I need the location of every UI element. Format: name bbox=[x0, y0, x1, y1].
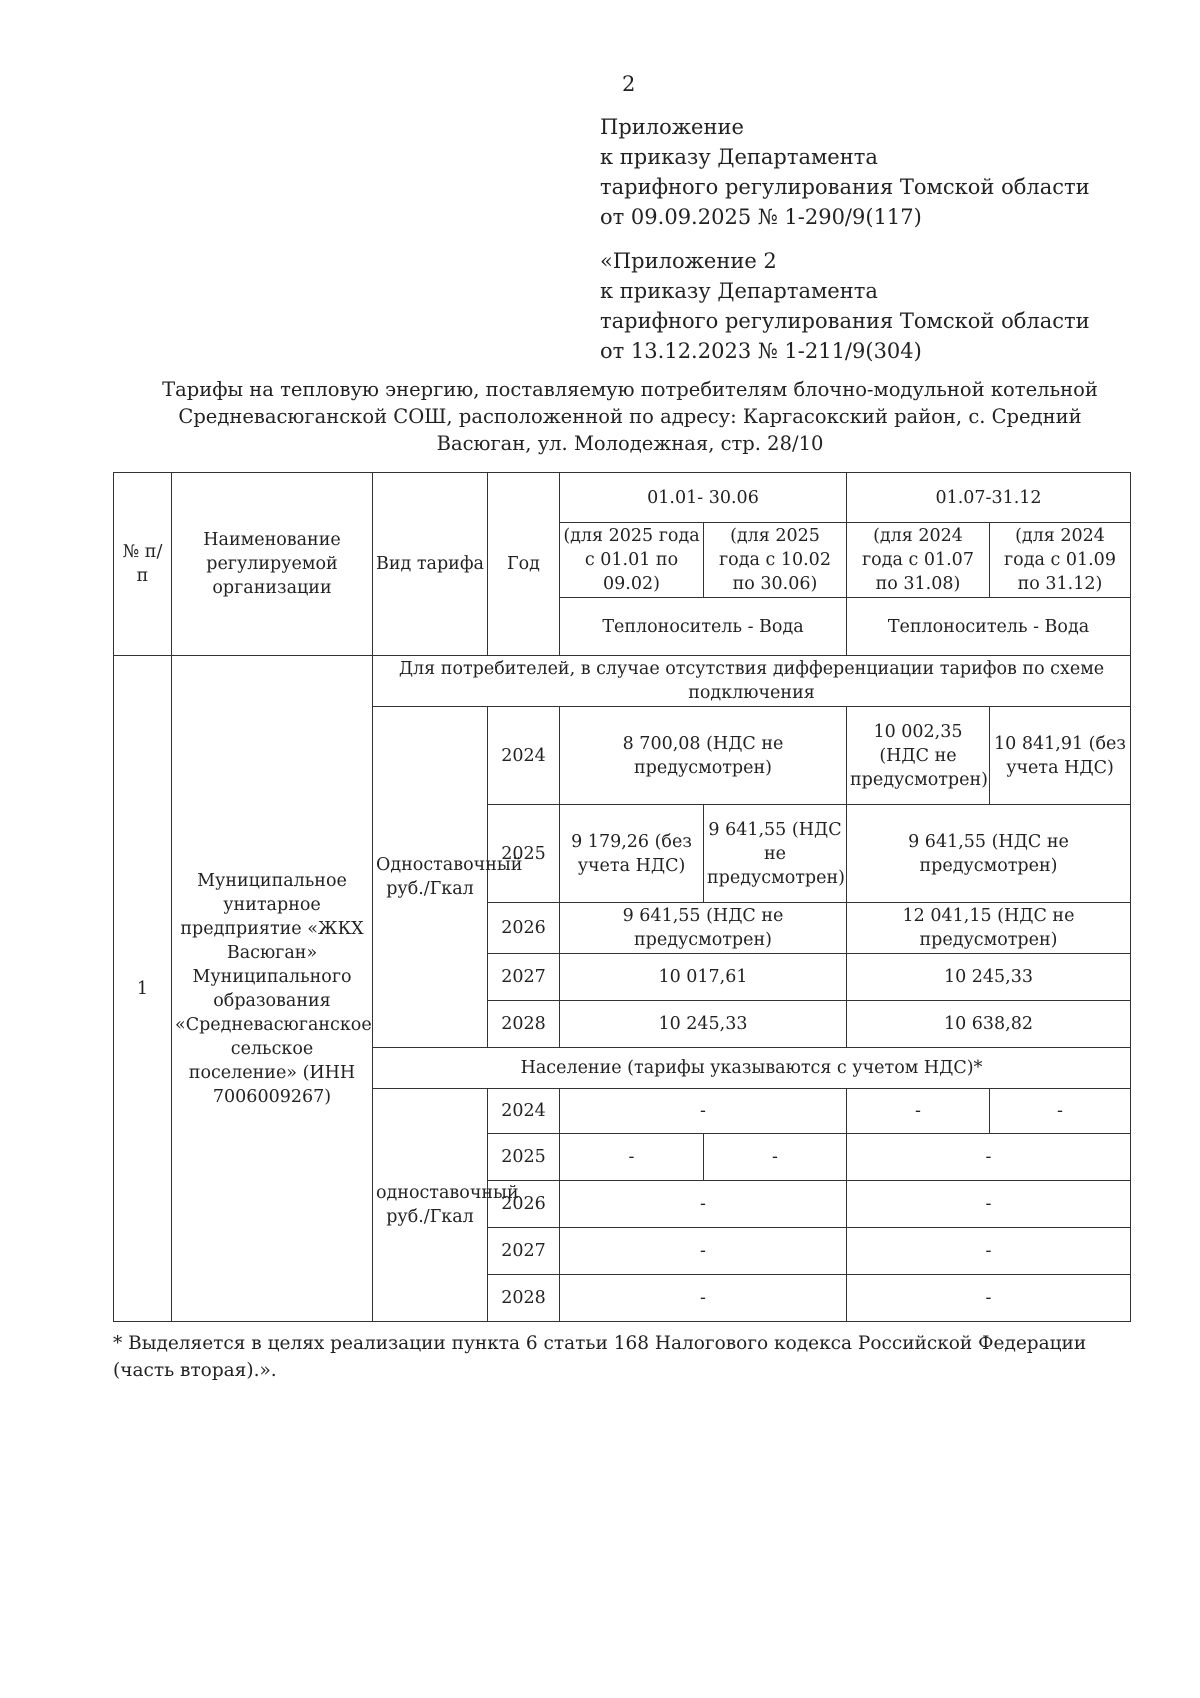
tariff-value: - bbox=[847, 1275, 1131, 1322]
header-heat-carrier: Теплоноситель - Вода bbox=[847, 598, 1131, 656]
tariff-value: - bbox=[847, 1181, 1131, 1228]
header-tariff-type: Вид тарифа bbox=[373, 473, 488, 656]
section-consumers-tariff-type: Одноставочный руб./Гкал bbox=[373, 707, 488, 1048]
tariff-value: 9 641,55 (НДС не предусмотрен) bbox=[704, 805, 847, 903]
appendix-previous-line: «Приложение 2 bbox=[600, 249, 777, 273]
tariff-value: - bbox=[560, 1089, 847, 1134]
tariff-value: 12 041,15 (НДС не предусмотрен) bbox=[847, 903, 1131, 954]
tariff-value: - bbox=[847, 1089, 990, 1134]
tariff-value: 9 179,26 (без учета НДС) bbox=[560, 805, 704, 903]
header-year: Год bbox=[488, 473, 560, 656]
tariff-value: - bbox=[847, 1134, 1131, 1181]
year-cell: 2026 bbox=[488, 1181, 560, 1228]
appendix-current-line: от 09.09.2025 № 1-290/9(117) bbox=[600, 205, 922, 229]
header-subperiod: (для 2024 года с 01.09 по 31.12) bbox=[990, 523, 1131, 598]
section-population-label: Население (тарифы указываются с учетом НДС)* bbox=[373, 1048, 1131, 1089]
appendix-previous-line: к приказу Департамента bbox=[600, 279, 878, 303]
tariff-value: 10 017,61 bbox=[560, 954, 847, 1001]
title-line: Средневасюганской СОШ, расположенной по адресу: Каргасокский район, с. Средний bbox=[178, 405, 1082, 428]
appendix-current-line: тарифного регулирования Томской области bbox=[600, 175, 1090, 199]
year-cell: 2028 bbox=[488, 1275, 560, 1322]
year-cell: 2024 bbox=[488, 1089, 560, 1134]
section-consumers-label: Для потребителей, в случае отсутствия дифференциации тарифов по схеме подключения bbox=[373, 656, 1131, 707]
header-subperiod: (для 2024 года с 01.07 по 31.08) bbox=[847, 523, 990, 598]
header-period-1: 01.01- 30.06 bbox=[560, 473, 847, 523]
appendix-previous-block bbox=[600, 246, 1090, 366]
year-cell: 2027 bbox=[488, 954, 560, 1001]
header-num: № п/п bbox=[114, 473, 172, 656]
document-title bbox=[120, 376, 1140, 457]
tariff-value: 10 245,33 bbox=[847, 954, 1131, 1001]
year-cell: 2025 bbox=[488, 1134, 560, 1181]
tariff-value: - bbox=[704, 1134, 847, 1181]
tariff-value: 10 841,91 (без учета НДС) bbox=[990, 707, 1131, 805]
page-number: 2 bbox=[622, 72, 636, 96]
year-cell: 2025 bbox=[488, 805, 560, 903]
tariff-value: 10 002,35 (НДС не предусмотрен) bbox=[847, 707, 990, 805]
appendix-previous-line: от 13.12.2023 № 1-211/9(304) bbox=[600, 339, 922, 363]
title-line: Васюган, ул. Молодежная, стр. 28/10 bbox=[436, 432, 824, 455]
footnote: * Выделяется в целях реализации пункта 6 статьи 168 Налогового кодекса Российской Федерации (часть вторая).». bbox=[113, 1333, 1087, 1381]
header-subperiod: (для 2025 года с 10.02 по 30.06) bbox=[704, 523, 847, 598]
appendix-current-block bbox=[600, 112, 1090, 232]
header-heat-carrier: Теплоноситель - Вода bbox=[560, 598, 847, 656]
year-cell: 2024 bbox=[488, 707, 560, 805]
header-organization: Наименование регулируемой организации bbox=[172, 473, 373, 656]
section-population-tariff-type: одноставочный руб./Гкал bbox=[373, 1089, 488, 1322]
tariff-value: 8 700,08 (НДС не предусмотрен) bbox=[560, 707, 847, 805]
year-cell: 2026 bbox=[488, 903, 560, 954]
appendix-current-line: Приложение bbox=[600, 115, 744, 139]
appendix-previous-line: тарифного регулирования Томской области bbox=[600, 309, 1090, 333]
tariff-value: - bbox=[560, 1275, 847, 1322]
tariff-value: 9 641,55 (НДС не предусмотрен) bbox=[847, 805, 1131, 903]
title-line: Тарифы на тепловую энергию, поставляемую потребителям блочно-модульной котельной bbox=[162, 378, 1098, 401]
year-cell: 2028 bbox=[488, 1001, 560, 1048]
tariff-value: 9 641,55 (НДС не предусмотрен) bbox=[560, 903, 847, 954]
tariff-value: 10 638,82 bbox=[847, 1001, 1131, 1048]
appendix-current-line: к приказу Департамента bbox=[600, 145, 878, 169]
header-period-2: 01.07-31.12 bbox=[847, 473, 1131, 523]
tariff-value: - bbox=[560, 1228, 847, 1275]
row-number: 1 bbox=[114, 656, 172, 1322]
header-subperiod: (для 2025 года с 01.01 по 09.02) bbox=[560, 523, 704, 598]
tariff-value: - bbox=[560, 1134, 704, 1181]
tariff-value: - bbox=[990, 1089, 1131, 1134]
tariff-value: - bbox=[847, 1228, 1131, 1275]
tariff-table bbox=[113, 472, 1131, 1322]
tariff-value: 10 245,33 bbox=[560, 1001, 847, 1048]
tariff-value: - bbox=[560, 1181, 847, 1228]
organization-name: Муниципальное унитарное предприятие «ЖКХ Васюган» Муниципального образования «Средневасюганское сельское поселение» (ИНН 7006009267) bbox=[172, 656, 373, 1322]
year-cell: 2027 bbox=[488, 1228, 560, 1275]
